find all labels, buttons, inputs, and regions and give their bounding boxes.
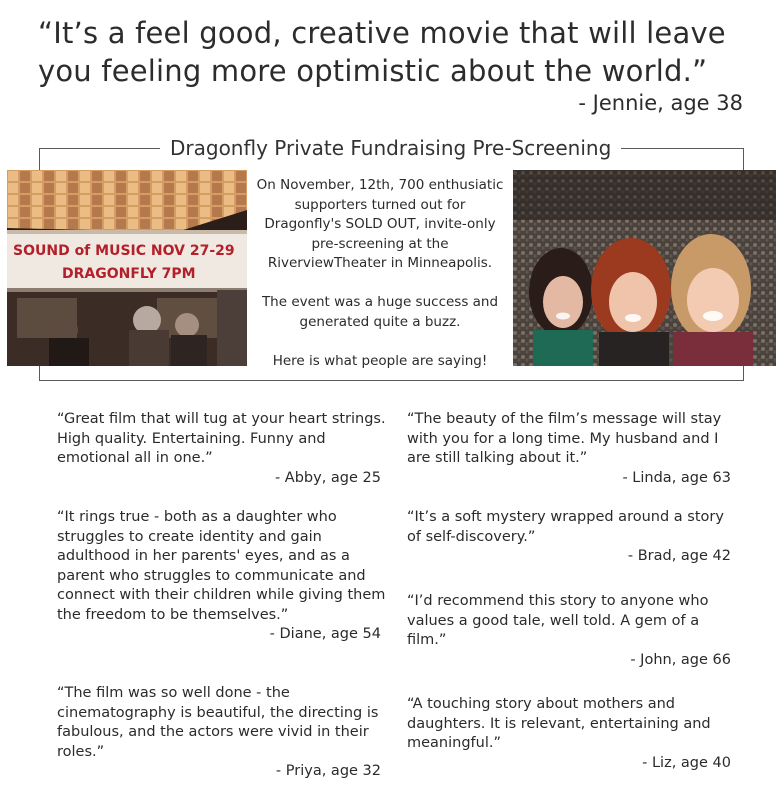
testimonial-quote: “A touching story about mothers and daughters. It is relevant, entertaining and meaningful.” xyxy=(407,696,711,751)
testimonial-linda xyxy=(407,410,737,488)
hero-quote-line-2: you feeling more optimistic about the world.” xyxy=(38,54,708,88)
event-paragraph-1: On November, 12th, 700 enthusiatic supporters turned out for Dragonfly's SOLD OUT, invite-only pre-screening at the RiverviewTheater in Minneapolis. xyxy=(256,177,504,271)
testimonial-quote: “The beauty of the film’s message will stay with you for a long time. My husband and I are still talking about it.” xyxy=(407,411,722,466)
event-description xyxy=(255,176,505,391)
testimonial-author: - Brad, age 42 xyxy=(627,548,731,564)
testimonial-quote: “I’d recommend this story to anyone who values a good tale, well told. A gem of a film.” xyxy=(407,593,709,648)
marquee-line-2: DRAGONFLY 7PM xyxy=(62,266,196,282)
event-paragraph-2: The event was a huge success and generated quite a buzz. xyxy=(261,294,499,330)
event-paragraph-3: Here is what people are saying! xyxy=(272,352,488,369)
event-title: Dragonfly Private Fundraising Pre-Screening xyxy=(160,136,621,160)
audience-selfie-illustration xyxy=(513,170,776,366)
testimonial-quote: “Great film that will tug at your heart strings. High quality. Entertaining. Funny and emotional all in one.” xyxy=(57,411,386,466)
testimonial-quote: “The film was so well done - the cinematography is beautiful, the directing is fabulous, and the actors were vivid in their roles.” xyxy=(57,685,379,760)
testimonial-author: - Linda, age 63 xyxy=(622,469,731,486)
testimonial-author: - Liz, age 40 xyxy=(642,754,731,771)
testimonial-diane xyxy=(57,508,387,645)
testimonial-author: - Priya, age 32 xyxy=(275,763,381,779)
hero-quote xyxy=(38,14,758,90)
testimonial-author: - Diane, age 54 xyxy=(269,626,381,642)
testimonial-author: - Abby, age 25 xyxy=(274,469,381,486)
testimonial-liz xyxy=(407,695,737,773)
marquee-line-1: SOUND of MUSIC NOV 27-29 xyxy=(13,243,235,259)
audience-selfie-photo xyxy=(513,170,776,366)
hero-attribution: - Jennie, age 38 xyxy=(578,91,743,115)
testimonial-john xyxy=(407,592,737,670)
testimonial-quote: “It’s a soft mystery wrapped around a story of self-discovery.” xyxy=(407,509,724,545)
testimonial-abby xyxy=(57,410,387,488)
testimonial-quote: “It rings true - both as a daughter who struggles to create identity and gain adulthood in her parents' eyes, and as a parent who struggles to communicate and connect with their children while giving them the freedom to be themselves.” xyxy=(57,509,386,623)
testimonial-brad xyxy=(407,508,737,567)
testimonial-priya xyxy=(57,684,387,782)
theater-marquee-illustration xyxy=(7,170,247,366)
theater-marquee-photo xyxy=(7,170,247,366)
testimonial-author: - John, age 66 xyxy=(630,651,731,668)
hero-quote-line-1: “It’s a feel good, creative movie that will leave xyxy=(38,16,726,50)
